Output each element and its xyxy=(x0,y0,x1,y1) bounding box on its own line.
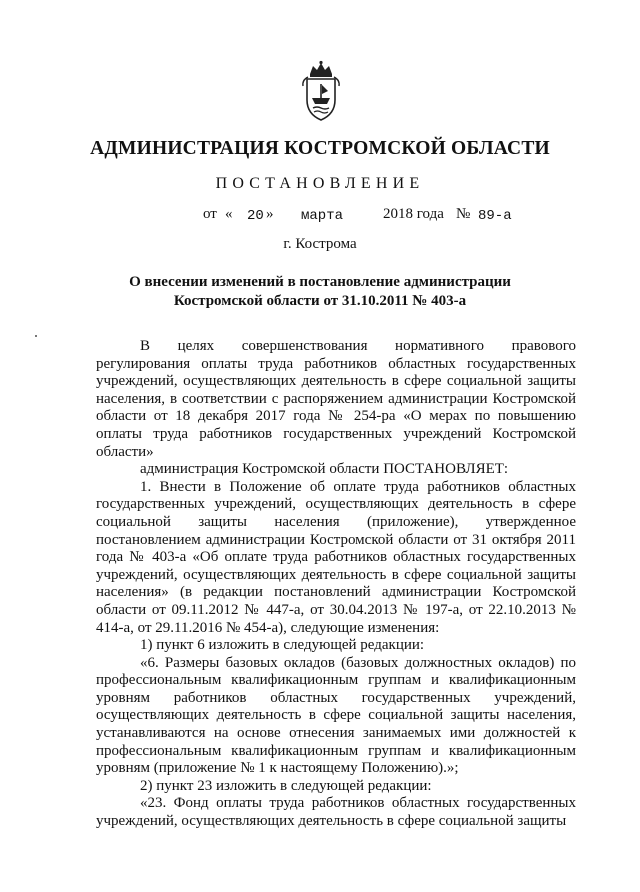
paragraph: В целях совершенствования нормативного правового регулирования оплаты труда работников областных государственных учреждений, осуществляющих деятельность в сфере социальной защиты населения, в соответствии с распоряжением администрации Костромской области от 18 декабря 2017 года № 254-ра «О мерах по повышению оплаты труда работников государственных учреждений Костромской области» xyxy=(96,338,576,460)
date-from-label: от xyxy=(203,206,217,222)
paragraph: 1. Внести в Положение об оплате труда работников областных государственных учреждений, осуществляющих деятельность в сфере социальной защиты населения (приложение), утвержденное постановлением администрации Костромской области от 31 октября 2011 года № 403-а «Об оплате труда работников областных государственных учреждений, осуществляющих деятельность в сфере социальной защиты населения» (в редакции постановлений администрации Костромской области от 09.11.2012 № 447-а, от 30.04.2013 № 197-а, от 22.10.2013 № 414-а, от 29.11.2016 № 454-а), следующие изменения: xyxy=(96,478,576,636)
paragraph: «23. Фонд оплаты труда работников областных государственных учреждений, осуществляющих деятельность в сфере социальной защиты xyxy=(96,795,576,830)
date-year: 2018 года xyxy=(383,206,444,222)
date-day: 20 xyxy=(247,208,264,224)
document-body xyxy=(96,338,576,831)
scan-mark xyxy=(35,335,37,337)
date-line xyxy=(0,206,640,228)
subject-line-2: Костромской области от 31.10.2011 № 403-а xyxy=(173,293,467,309)
coat-of-arms-icon xyxy=(296,60,346,122)
date-month: марта xyxy=(301,208,344,224)
paragraph: 2) пункт 23 изложить в следующей редакции: xyxy=(140,777,432,794)
subject-line-1: О внесении изменений в постановление администрации xyxy=(129,274,511,290)
paragraph: 1) пункт 6 изложить в следующей редакции: xyxy=(140,637,425,654)
date-close-quote: » xyxy=(266,206,274,222)
date-open-quote: « xyxy=(225,206,233,222)
city: г. Кострома xyxy=(283,236,357,252)
number-sign: № xyxy=(456,206,471,222)
paragraph: «6. Размеры базовых окладов (базовых должностных окладов) по профессиональным квалификационным группам и квалификационным уровням работников областных государственных учреждений, осуществляющих деятельность в сфере социальной защиты населения, устанавливаются на основе отнесения занимаемых ими должностей к профессиональным квалификационным группам и квалификационным уровням (приложение № 1 к настоящему Положению).»; xyxy=(96,654,576,777)
document-number: 89-а xyxy=(478,208,512,224)
paragraph: администрация Костромской области ПОСТАНОВЛЯЕТ: xyxy=(140,461,509,478)
document-type: ПОСТАНОВЛЕНИЕ xyxy=(215,175,425,192)
organization-name: АДМИНИСТРАЦИЯ КОСТРОМСКОЙ ОБЛАСТИ xyxy=(90,138,550,159)
document-subject xyxy=(0,273,640,311)
